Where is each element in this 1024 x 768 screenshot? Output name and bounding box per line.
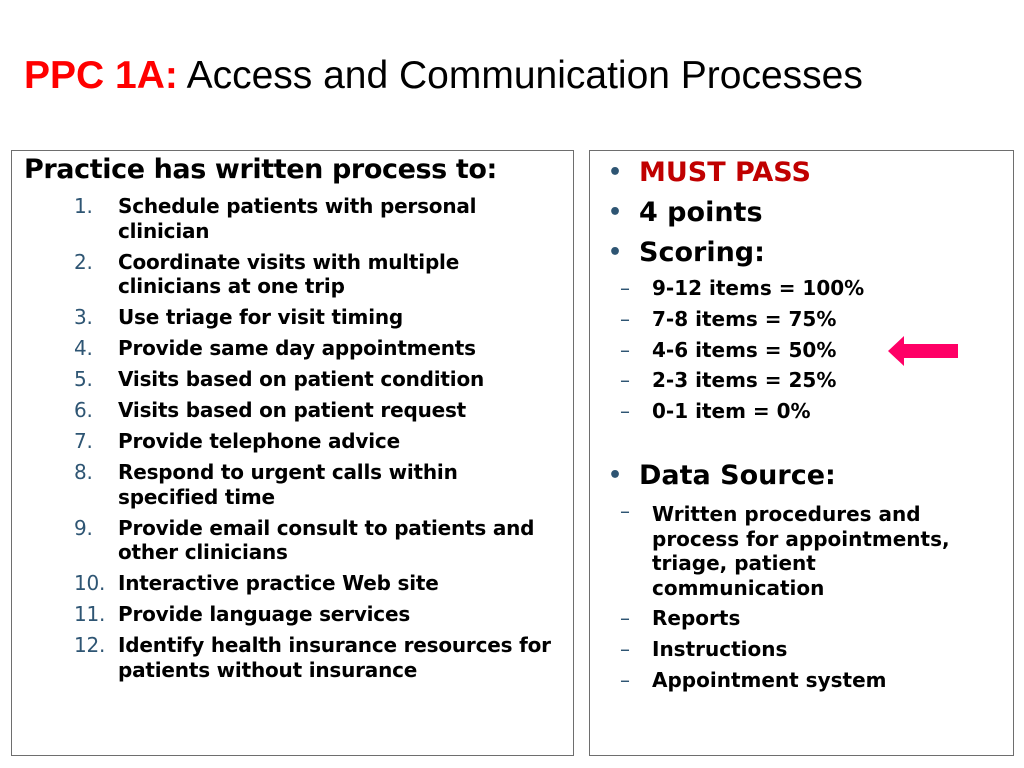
bullet-dot-icon: • [608, 160, 623, 185]
scoring-text: 2-3 items = 25% [652, 368, 837, 393]
requirements-list [606, 153, 1006, 273]
points-bullet [606, 193, 1006, 233]
item-number: 3. [74, 305, 93, 329]
process-item-3 [52, 305, 557, 330]
data-source-list [606, 499, 986, 695]
process-item-2 [52, 250, 557, 299]
item-text: Provide same day appointments [118, 336, 476, 360]
bullet-dot-icon: • [608, 200, 623, 225]
dash-icon: – [620, 306, 630, 331]
points-text: 4 points [639, 197, 763, 228]
process-heading: Practice has written process to: [24, 154, 497, 185]
scoring-text: 4-6 items = 50% [652, 337, 837, 362]
item-text: Visits based on patient condition [118, 367, 485, 391]
scoring-item [606, 365, 1006, 396]
process-item-7 [52, 429, 557, 454]
process-list [52, 194, 557, 689]
data-source-item [606, 665, 986, 696]
process-item-9 [52, 516, 557, 565]
item-text: Visits based on patient request [118, 398, 467, 422]
scoring-text: 0-1 item = 0% [652, 399, 811, 424]
process-item-10 [52, 571, 557, 596]
item-number: 1. [74, 194, 93, 218]
requirements-panel [589, 150, 1014, 756]
bullet-dot-icon: • [608, 240, 623, 265]
data-source-item [606, 499, 986, 603]
item-text: Respond to urgent calls within specified time [118, 460, 458, 509]
data-source-section [606, 456, 1006, 496]
process-item-4 [52, 336, 557, 361]
item-text: Coordinate visits with multiple clinicians at one trip [118, 249, 460, 298]
scoring-item [606, 273, 1006, 304]
data-source-text: Instructions [652, 636, 788, 661]
item-text: Use triage for visit timing [118, 305, 404, 329]
title-text: Access and Communication Processes [186, 54, 863, 97]
process-item-1 [52, 194, 557, 243]
scoring-label: Scoring: [639, 237, 765, 268]
dash-icon: – [620, 399, 630, 424]
item-number: 5. [74, 367, 93, 391]
dash-icon: – [620, 499, 630, 523]
data-source-label: Data Source: [639, 460, 836, 491]
item-number: 9. [74, 515, 93, 540]
item-text: Provide language services [118, 602, 411, 626]
must-pass-text: MUST PASS [639, 157, 811, 188]
left-arrow-icon [888, 336, 958, 366]
process-item-6 [52, 398, 557, 423]
scoring-text: 7-8 items = 75% [652, 306, 837, 331]
scoring-item [606, 396, 1006, 427]
dash-icon: – [620, 667, 630, 692]
dash-icon: – [620, 276, 630, 300]
item-number: 11. [74, 602, 106, 626]
item-number: 4. [74, 336, 93, 360]
process-item-5 [52, 367, 557, 392]
item-text: Interactive practice Web site [118, 571, 439, 595]
item-number: 7. [74, 429, 93, 453]
must-pass-bullet [606, 153, 1006, 193]
slide-title [24, 52, 1014, 100]
dash-icon: – [620, 337, 630, 362]
bullet-dot-icon: • [608, 463, 623, 488]
data-source-text: Appointment system [652, 667, 887, 692]
process-item-11 [52, 602, 557, 627]
item-number: 12. [74, 633, 106, 657]
scoring-bullet [606, 233, 1006, 273]
item-number: 2. [74, 249, 93, 274]
data-source-item [606, 603, 986, 634]
data-source-text: Written procedures and process for appointments, triage, patient communication [652, 502, 950, 600]
item-number: 10. [74, 571, 106, 595]
item-number: 6. [74, 398, 93, 422]
scoring-item [606, 304, 1006, 335]
item-text: Provide email consult to patients and other clinicians [118, 515, 535, 564]
item-text: Schedule patients with personal clinician [118, 194, 477, 243]
title-prefix: PPC 1A: [24, 54, 178, 97]
data-source-text: Reports [652, 606, 741, 630]
process-item-12 [52, 633, 557, 682]
data-source-bullet [606, 456, 1006, 496]
item-number: 8. [74, 460, 93, 484]
item-text: Provide telephone advice [118, 429, 400, 453]
dash-icon: – [620, 368, 630, 393]
data-source-item [606, 634, 986, 665]
scoring-text: 9-12 items = 100% [652, 276, 865, 300]
process-panel [11, 150, 574, 756]
dash-icon: – [620, 606, 630, 630]
process-item-8 [52, 460, 557, 509]
dash-icon: – [620, 636, 630, 661]
item-text: Identify health insurance resources for patients without insurance [118, 633, 551, 682]
